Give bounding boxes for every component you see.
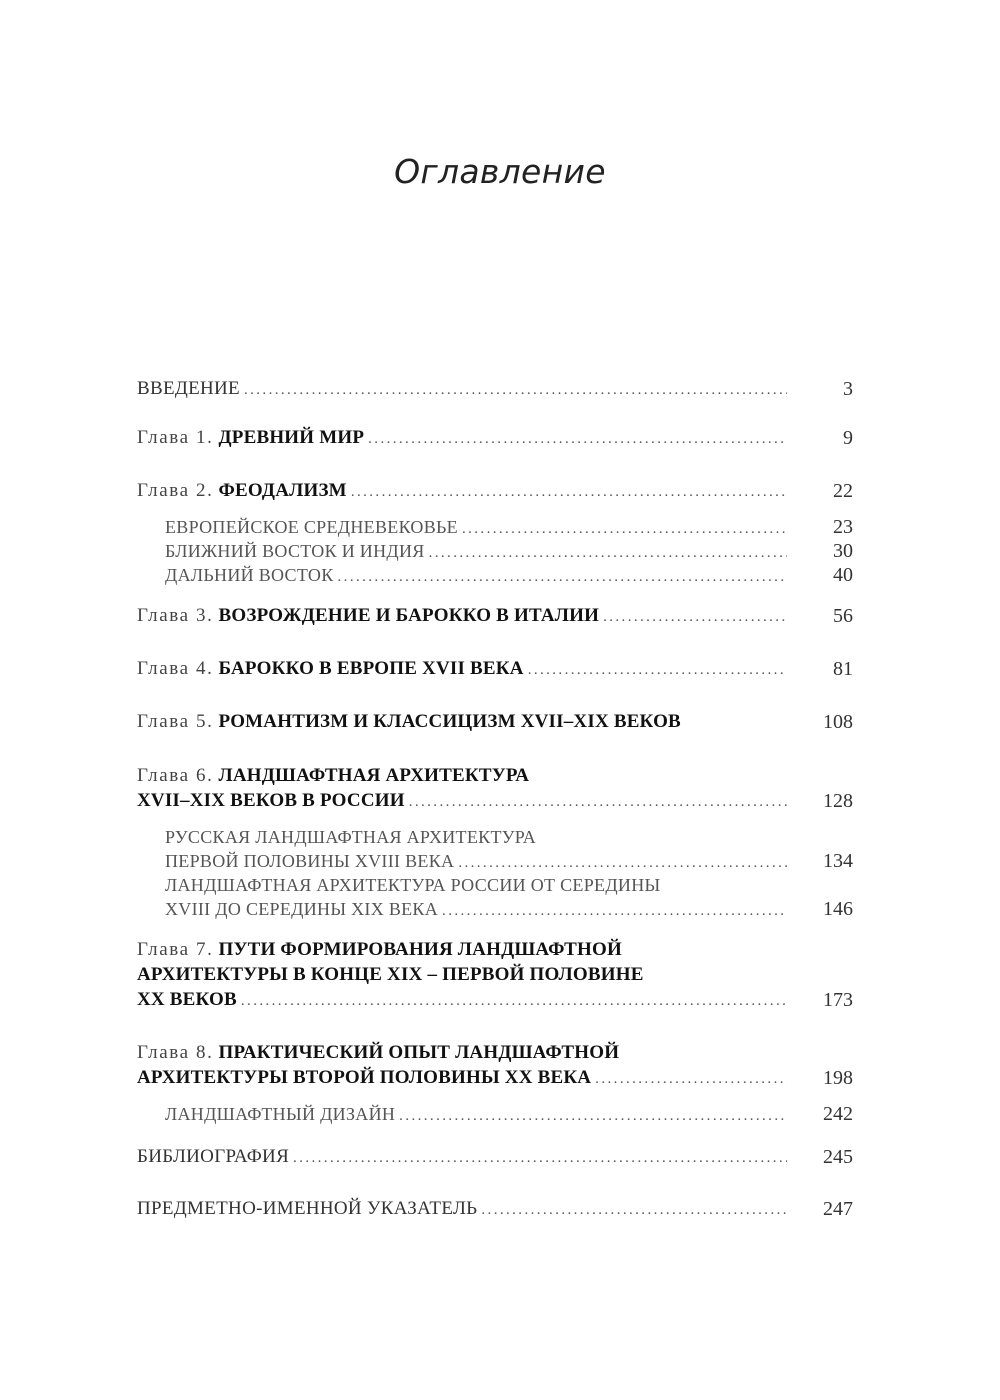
chapter-number: Глава 2. [137,480,214,501]
toc-page-number: 128 [823,790,853,812]
dot-leader [462,517,787,541]
toc-page-number: 30 [833,540,853,562]
toc-subentry[interactable] [165,563,793,589]
chapter-title: ФЕОДАЛИЗМ [218,480,347,501]
chapter-number: Глава 7. [137,939,214,960]
dot-leader [458,851,787,875]
subentry-title-line-2: ПЕРВОЙ ПОЛОВИНЫ XVIII ВЕКА [165,851,455,871]
dot-leader [603,605,787,629]
toc-entry-chapter-7[interactable] [137,938,793,962]
toc-entry-title: БИБЛИОГРАФИЯ [137,1146,290,1167]
toc-subentry[interactable] [165,825,793,849]
toc-entry-chapter-1[interactable] [137,426,793,451]
toc-page-number: 22 [833,480,853,502]
chapter-title-line-2: АРХИТЕКТУРЫ В КОНЦЕ XIX – ПЕРВОЙ ПОЛОВИНЕ [137,964,644,985]
toc-page-number: 173 [823,989,853,1011]
toc-entry-chapter-2[interactable] [137,479,793,504]
subentry-title-line-1: РУССКАЯ ЛАНДШАФТНАЯ АРХИТЕКТУРА [165,827,537,847]
page-title: Оглавление [394,152,606,191]
chapter-title: РОМАНТИЗМ И КЛАССИЦИЗМ XVII–XIX ВЕКОВ [218,711,681,732]
dot-leader [481,1198,787,1222]
toc-page-number: 40 [833,564,853,586]
toc-subentry[interactable] [165,515,793,541]
chapter-number: Глава 3. [137,605,214,626]
toc-entry-introduction[interactable] [137,377,793,402]
dot-leader [338,565,787,589]
chapter-title: БАРОККО В ЕВРОПЕ XVII ВЕКА [218,658,524,679]
dot-leader [368,427,787,451]
toc-page-number: 9 [843,427,853,449]
toc-entry-chapter-6-line-2[interactable] [137,789,793,814]
toc-entry-title: ВВЕДЕНИЕ [137,378,240,399]
chapter-title: ВОЗРОЖДЕНИЕ И БАРОККО В ИТАЛИИ [218,605,600,626]
subentry-title: ДАЛЬНИЙ ВОСТОК [165,565,334,585]
subentry-title-line-1: ЛАНДШАФТНАЯ АРХИТЕКТУРА РОССИИ ОТ СЕРЕДИНЫ [165,875,661,895]
toc-subentry[interactable] [165,1102,793,1128]
toc-entry-chapter-7-line-3[interactable] [137,988,793,1013]
toc-entry-chapter-7-line-2[interactable] [137,963,793,987]
chapter-title-line-1: ПУТИ ФОРМИРОВАНИЯ ЛАНДШАФТНОЙ [218,939,622,960]
toc-entry-chapter-6[interactable] [137,764,793,788]
toc-page-number: 81 [833,658,853,680]
toc-subentry-line-2[interactable] [165,897,793,923]
toc-page-number: 56 [833,605,853,627]
toc-entry-title: ПРЕДМЕТНО-ИМЕННОЙ УКАЗАТЕЛЬ [137,1198,478,1219]
dot-leader [244,378,787,402]
chapter-title-line-2: XVII–XIX ВЕКОВ В РОССИИ [137,790,405,811]
chapter-number: Глава 5. [137,711,214,732]
chapter-number: Глава 6. [137,765,214,786]
toc-subentry[interactable] [165,539,793,565]
dot-leader [293,1146,787,1170]
toc-entry-chapter-5[interactable] [137,710,793,734]
toc-entry-index[interactable] [137,1197,793,1222]
toc-page-number: 242 [823,1103,853,1125]
toc-page-number: 198 [823,1067,853,1089]
chapter-number: Глава 4. [137,658,214,679]
toc-entry-bibliography[interactable] [137,1145,793,1170]
toc-page-number: 3 [843,378,853,400]
dot-leader [429,541,787,565]
toc-entry-chapter-3[interactable] [137,604,793,629]
toc-entry-chapter-4[interactable] [137,657,793,682]
toc-subentry-line-2[interactable] [165,849,793,875]
subentry-title: БЛИЖНИЙ ВОСТОК И ИНДИЯ [165,541,425,561]
dot-leader [409,790,787,814]
chapter-title-line-3: XX ВЕКОВ [137,989,237,1010]
subentry-title: ЕВРОПЕЙСКОЕ СРЕДНЕВЕКОВЬЕ [165,517,458,537]
toc-page-number: 245 [823,1146,853,1168]
chapter-title: ДРЕВНИЙ МИР [218,427,365,448]
chapter-title-line-1: ПРАКТИЧЕСКИЙ ОПЫТ ЛАНДШАФТНОЙ [218,1042,620,1063]
dot-leader [442,899,787,923]
toc-page-number: 247 [823,1198,853,1220]
dot-leader [351,480,787,504]
chapter-number: Глава 1. [137,427,214,448]
dot-leader [241,989,787,1013]
dot-leader [399,1104,787,1128]
toc-page-number: 23 [833,516,853,538]
dot-leader [595,1067,787,1091]
toc-entry-chapter-8-line-2[interactable] [137,1066,793,1091]
chapter-title-line-2: АРХИТЕКТУРЫ ВТОРОЙ ПОЛОВИНЫ XX ВЕКА [137,1067,592,1088]
dot-leader [528,658,787,682]
toc-page-number: 146 [823,898,853,920]
chapter-title-line-1: ЛАНДШАФТНАЯ АРХИТЕКТУРА [218,765,530,786]
toc-page-number: 134 [823,850,853,872]
toc-page-number: 108 [823,711,853,733]
toc-subentry[interactable] [165,873,793,897]
toc-entry-chapter-8[interactable] [137,1041,793,1065]
subentry-title: ЛАНДШАФТНЫЙ ДИЗАЙН [165,1104,396,1124]
subentry-title-line-2: XVIII ДО СЕРЕДИНЫ XIX ВЕКА [165,899,439,919]
chapter-number: Глава 8. [137,1042,214,1063]
